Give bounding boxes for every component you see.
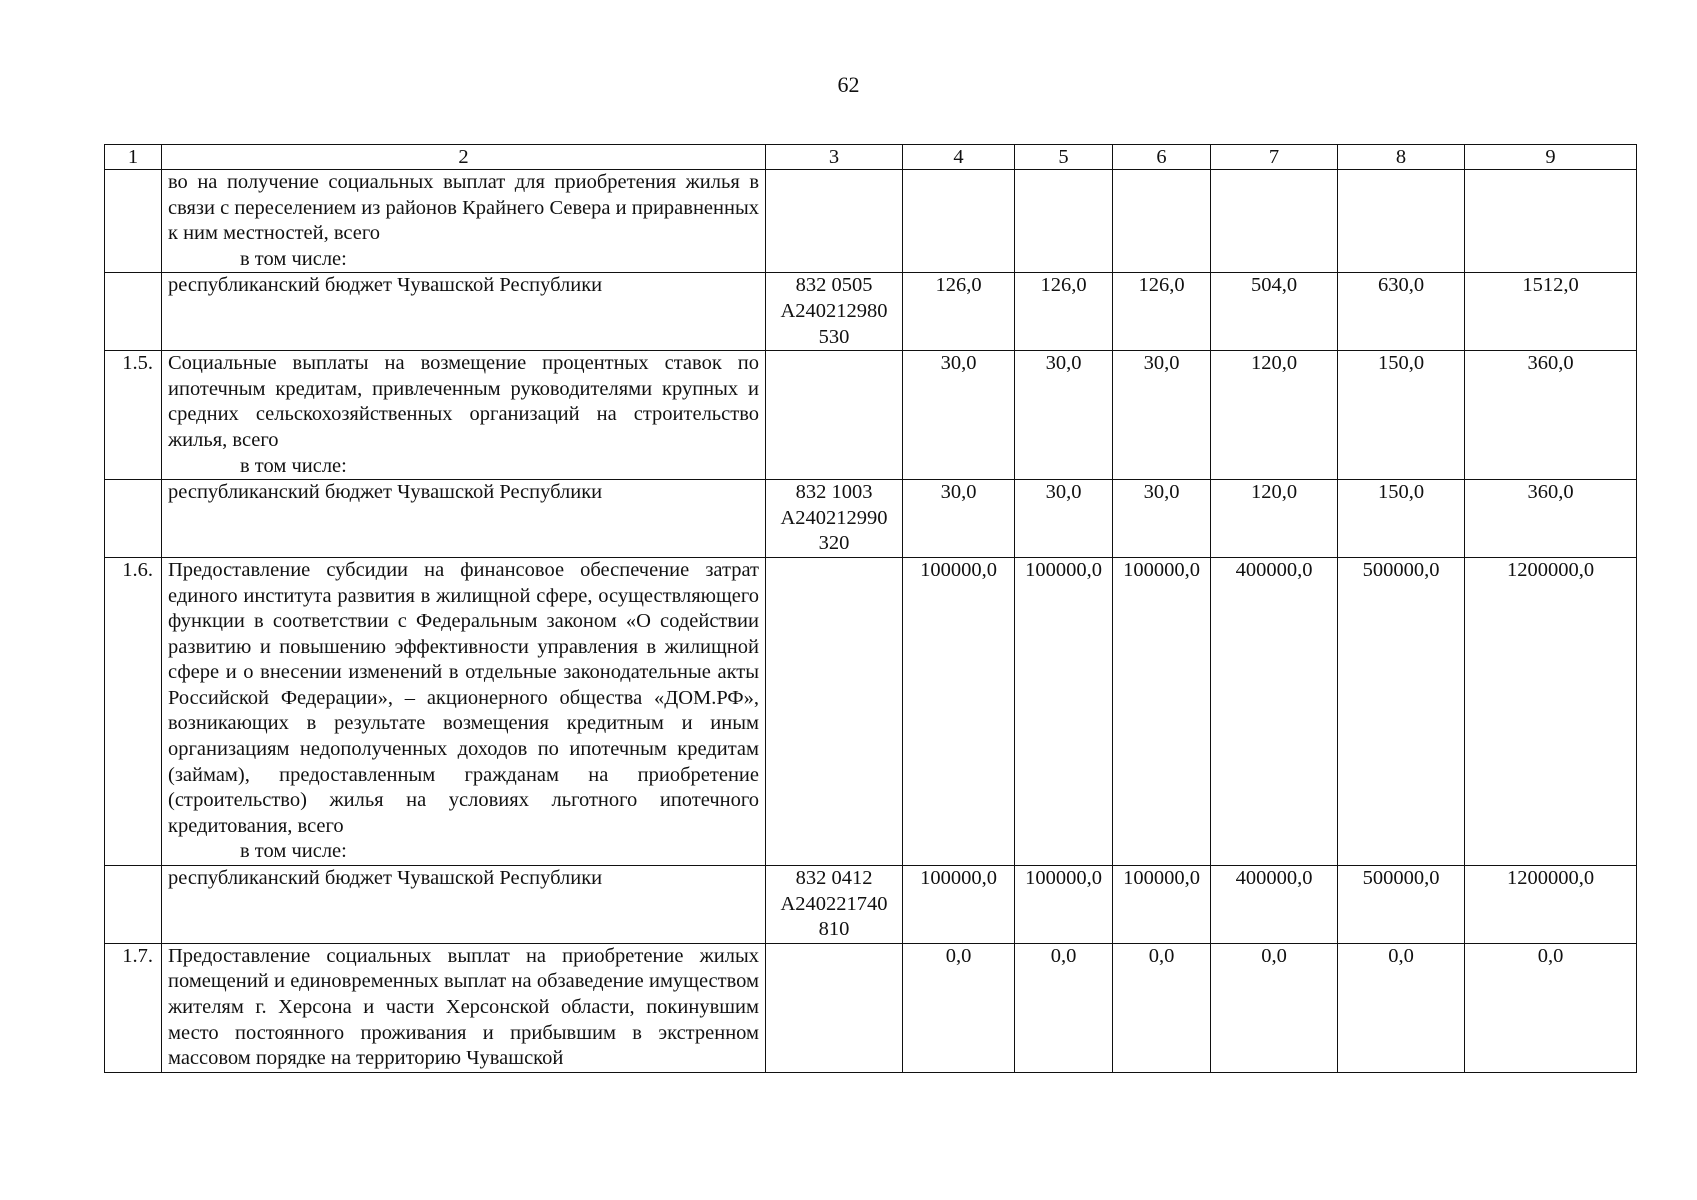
code-line: 530 bbox=[818, 325, 850, 348]
value-cell: 100000,0 bbox=[903, 557, 1015, 865]
description-text: республиканский бюджет Чувашской Республики bbox=[168, 481, 603, 504]
row-description bbox=[162, 480, 766, 558]
header-cell: 5 bbox=[1015, 145, 1113, 170]
value-cell: 126,0 bbox=[1113, 273, 1211, 351]
value-cell: 126,0 bbox=[1015, 273, 1113, 351]
value-cell: 630,0 bbox=[1338, 273, 1465, 351]
table-row bbox=[105, 943, 1637, 1072]
row-description bbox=[162, 170, 766, 273]
value-cell: 360,0 bbox=[1465, 351, 1637, 480]
budget-table bbox=[104, 144, 1637, 1073]
table-row bbox=[105, 480, 1637, 558]
value-cell: 400000,0 bbox=[1211, 557, 1338, 865]
table-row bbox=[105, 557, 1637, 865]
header-cell: 7 bbox=[1211, 145, 1338, 170]
value-cell: 120,0 bbox=[1211, 351, 1338, 480]
value-cell: 150,0 bbox=[1338, 480, 1465, 558]
value-cell bbox=[903, 170, 1015, 273]
description-text: во на получение социальных выплат для приобретения жилья в связи с переселением из районов Крайнего Севера и приравненных к ним местностей, всего bbox=[168, 171, 759, 245]
value-cell: 150,0 bbox=[1338, 351, 1465, 480]
value-cell: 30,0 bbox=[903, 480, 1015, 558]
sub-label: в том числе: bbox=[240, 454, 347, 477]
value-cell bbox=[1113, 170, 1211, 273]
value-cell bbox=[1465, 170, 1637, 273]
value-cell: 0,0 bbox=[903, 943, 1015, 1072]
value-cell: 0,0 bbox=[1015, 943, 1113, 1072]
budget-code bbox=[766, 351, 903, 480]
header-cell: 3 bbox=[766, 145, 903, 170]
row-number bbox=[105, 170, 162, 273]
row-number bbox=[105, 866, 162, 944]
value-cell: 100000,0 bbox=[903, 866, 1015, 944]
value-cell: 100000,0 bbox=[1015, 557, 1113, 865]
code-line: 832 0505 bbox=[795, 274, 873, 297]
value-cell: 126,0 bbox=[903, 273, 1015, 351]
budget-code bbox=[766, 273, 903, 351]
value-cell: 30,0 bbox=[1113, 351, 1211, 480]
description-text: республиканский бюджет Чувашской Республики bbox=[168, 274, 603, 297]
sub-label: в том числе: bbox=[240, 247, 347, 270]
value-cell: 30,0 bbox=[1015, 351, 1113, 480]
code-line: 810 bbox=[818, 918, 850, 941]
row-number bbox=[105, 273, 162, 351]
header-cell: 6 bbox=[1113, 145, 1211, 170]
value-cell bbox=[1338, 170, 1465, 273]
table-row bbox=[105, 273, 1637, 351]
description-text: республиканский бюджет Чувашской Республики bbox=[168, 867, 603, 890]
code-line: 832 0412 bbox=[795, 867, 873, 890]
header-cell: 1 bbox=[105, 145, 162, 170]
budget-code bbox=[766, 866, 903, 944]
page-number: 62 bbox=[837, 72, 860, 97]
table-row bbox=[105, 170, 1637, 273]
row-description bbox=[162, 866, 766, 944]
budget-code bbox=[766, 557, 903, 865]
value-cell: 500000,0 bbox=[1338, 866, 1465, 944]
budget-code bbox=[766, 943, 903, 1072]
table-header-row bbox=[105, 145, 1637, 170]
value-cell: 100000,0 bbox=[1113, 866, 1211, 944]
sub-label: в том числе: bbox=[240, 840, 347, 863]
header-cell: 9 bbox=[1465, 145, 1637, 170]
row-description bbox=[162, 557, 766, 865]
description-text: Предоставление субсидии на финансовое обеспечение затрат единого института развития в жилищной сфере, осуществляющего функции в соответствии с Федеральным законом «О содействии развитию и повышению эффективности управления в жилищной сфере и о внесении изменений в отдельные законодательные акты Российской Федерации», – акционерного общества «ДОМ.РФ», возникающих в результате возмещения кредитным и иным организациям недополученных доходов по ипотечным кредитам (займам), предоставленным гражданам на приобретение (строительство) жилья на условиях льготного ипотечного кредитования, всего bbox=[168, 558, 759, 837]
code-line: А240212980 bbox=[780, 299, 888, 322]
code-line: А240212990 bbox=[780, 506, 888, 529]
value-cell: 100000,0 bbox=[1113, 557, 1211, 865]
header-cell: 4 bbox=[903, 145, 1015, 170]
value-cell: 1200000,0 bbox=[1465, 557, 1637, 865]
row-description bbox=[162, 351, 766, 480]
value-cell: 30,0 bbox=[1015, 480, 1113, 558]
code-line: А240221740 bbox=[780, 892, 888, 915]
code-line: 832 1003 bbox=[795, 481, 873, 504]
table-row bbox=[105, 351, 1637, 480]
value-cell: 504,0 bbox=[1211, 273, 1338, 351]
value-cell: 0,0 bbox=[1338, 943, 1465, 1072]
value-cell: 120,0 bbox=[1211, 480, 1338, 558]
table-row bbox=[105, 866, 1637, 944]
value-cell: 500000,0 bbox=[1338, 557, 1465, 865]
value-cell: 0,0 bbox=[1465, 943, 1637, 1072]
value-cell bbox=[1211, 170, 1338, 273]
description-text: Предоставление социальных выплат на приобретение жилых помещений и единовременных выплат на обзаведение имуществом жителям г. Херсона и части Херсонской области, покинувшим место постоянного проживания и прибывшим в экстренном массовом порядке на территорию Чувашской bbox=[168, 944, 759, 1070]
row-number bbox=[105, 480, 162, 558]
row-number: 1.5. bbox=[105, 351, 162, 480]
code-line: 320 bbox=[818, 532, 850, 555]
description-text: Социальные выплаты на возмещение процентных ставок по ипотечным кредитам, привлеченным руководителями крупных и средних сельскохозяйственных организаций на строительство жилья, всего bbox=[168, 352, 759, 451]
value-cell: 0,0 bbox=[1113, 943, 1211, 1072]
value-cell: 1512,0 bbox=[1465, 273, 1637, 351]
value-cell: 1200000,0 bbox=[1465, 866, 1637, 944]
value-cell: 360,0 bbox=[1465, 480, 1637, 558]
row-description bbox=[162, 943, 766, 1072]
value-cell: 30,0 bbox=[1113, 480, 1211, 558]
row-description bbox=[162, 273, 766, 351]
row-number: 1.7. bbox=[105, 943, 162, 1072]
value-cell: 100000,0 bbox=[1015, 866, 1113, 944]
value-cell: 30,0 bbox=[903, 351, 1015, 480]
header-cell: 8 bbox=[1338, 145, 1465, 170]
budget-code bbox=[766, 170, 903, 273]
header-cell: 2 bbox=[162, 145, 766, 170]
value-cell: 0,0 bbox=[1211, 943, 1338, 1072]
budget-code bbox=[766, 480, 903, 558]
value-cell: 400000,0 bbox=[1211, 866, 1338, 944]
value-cell bbox=[1015, 170, 1113, 273]
row-number: 1.6. bbox=[105, 557, 162, 865]
